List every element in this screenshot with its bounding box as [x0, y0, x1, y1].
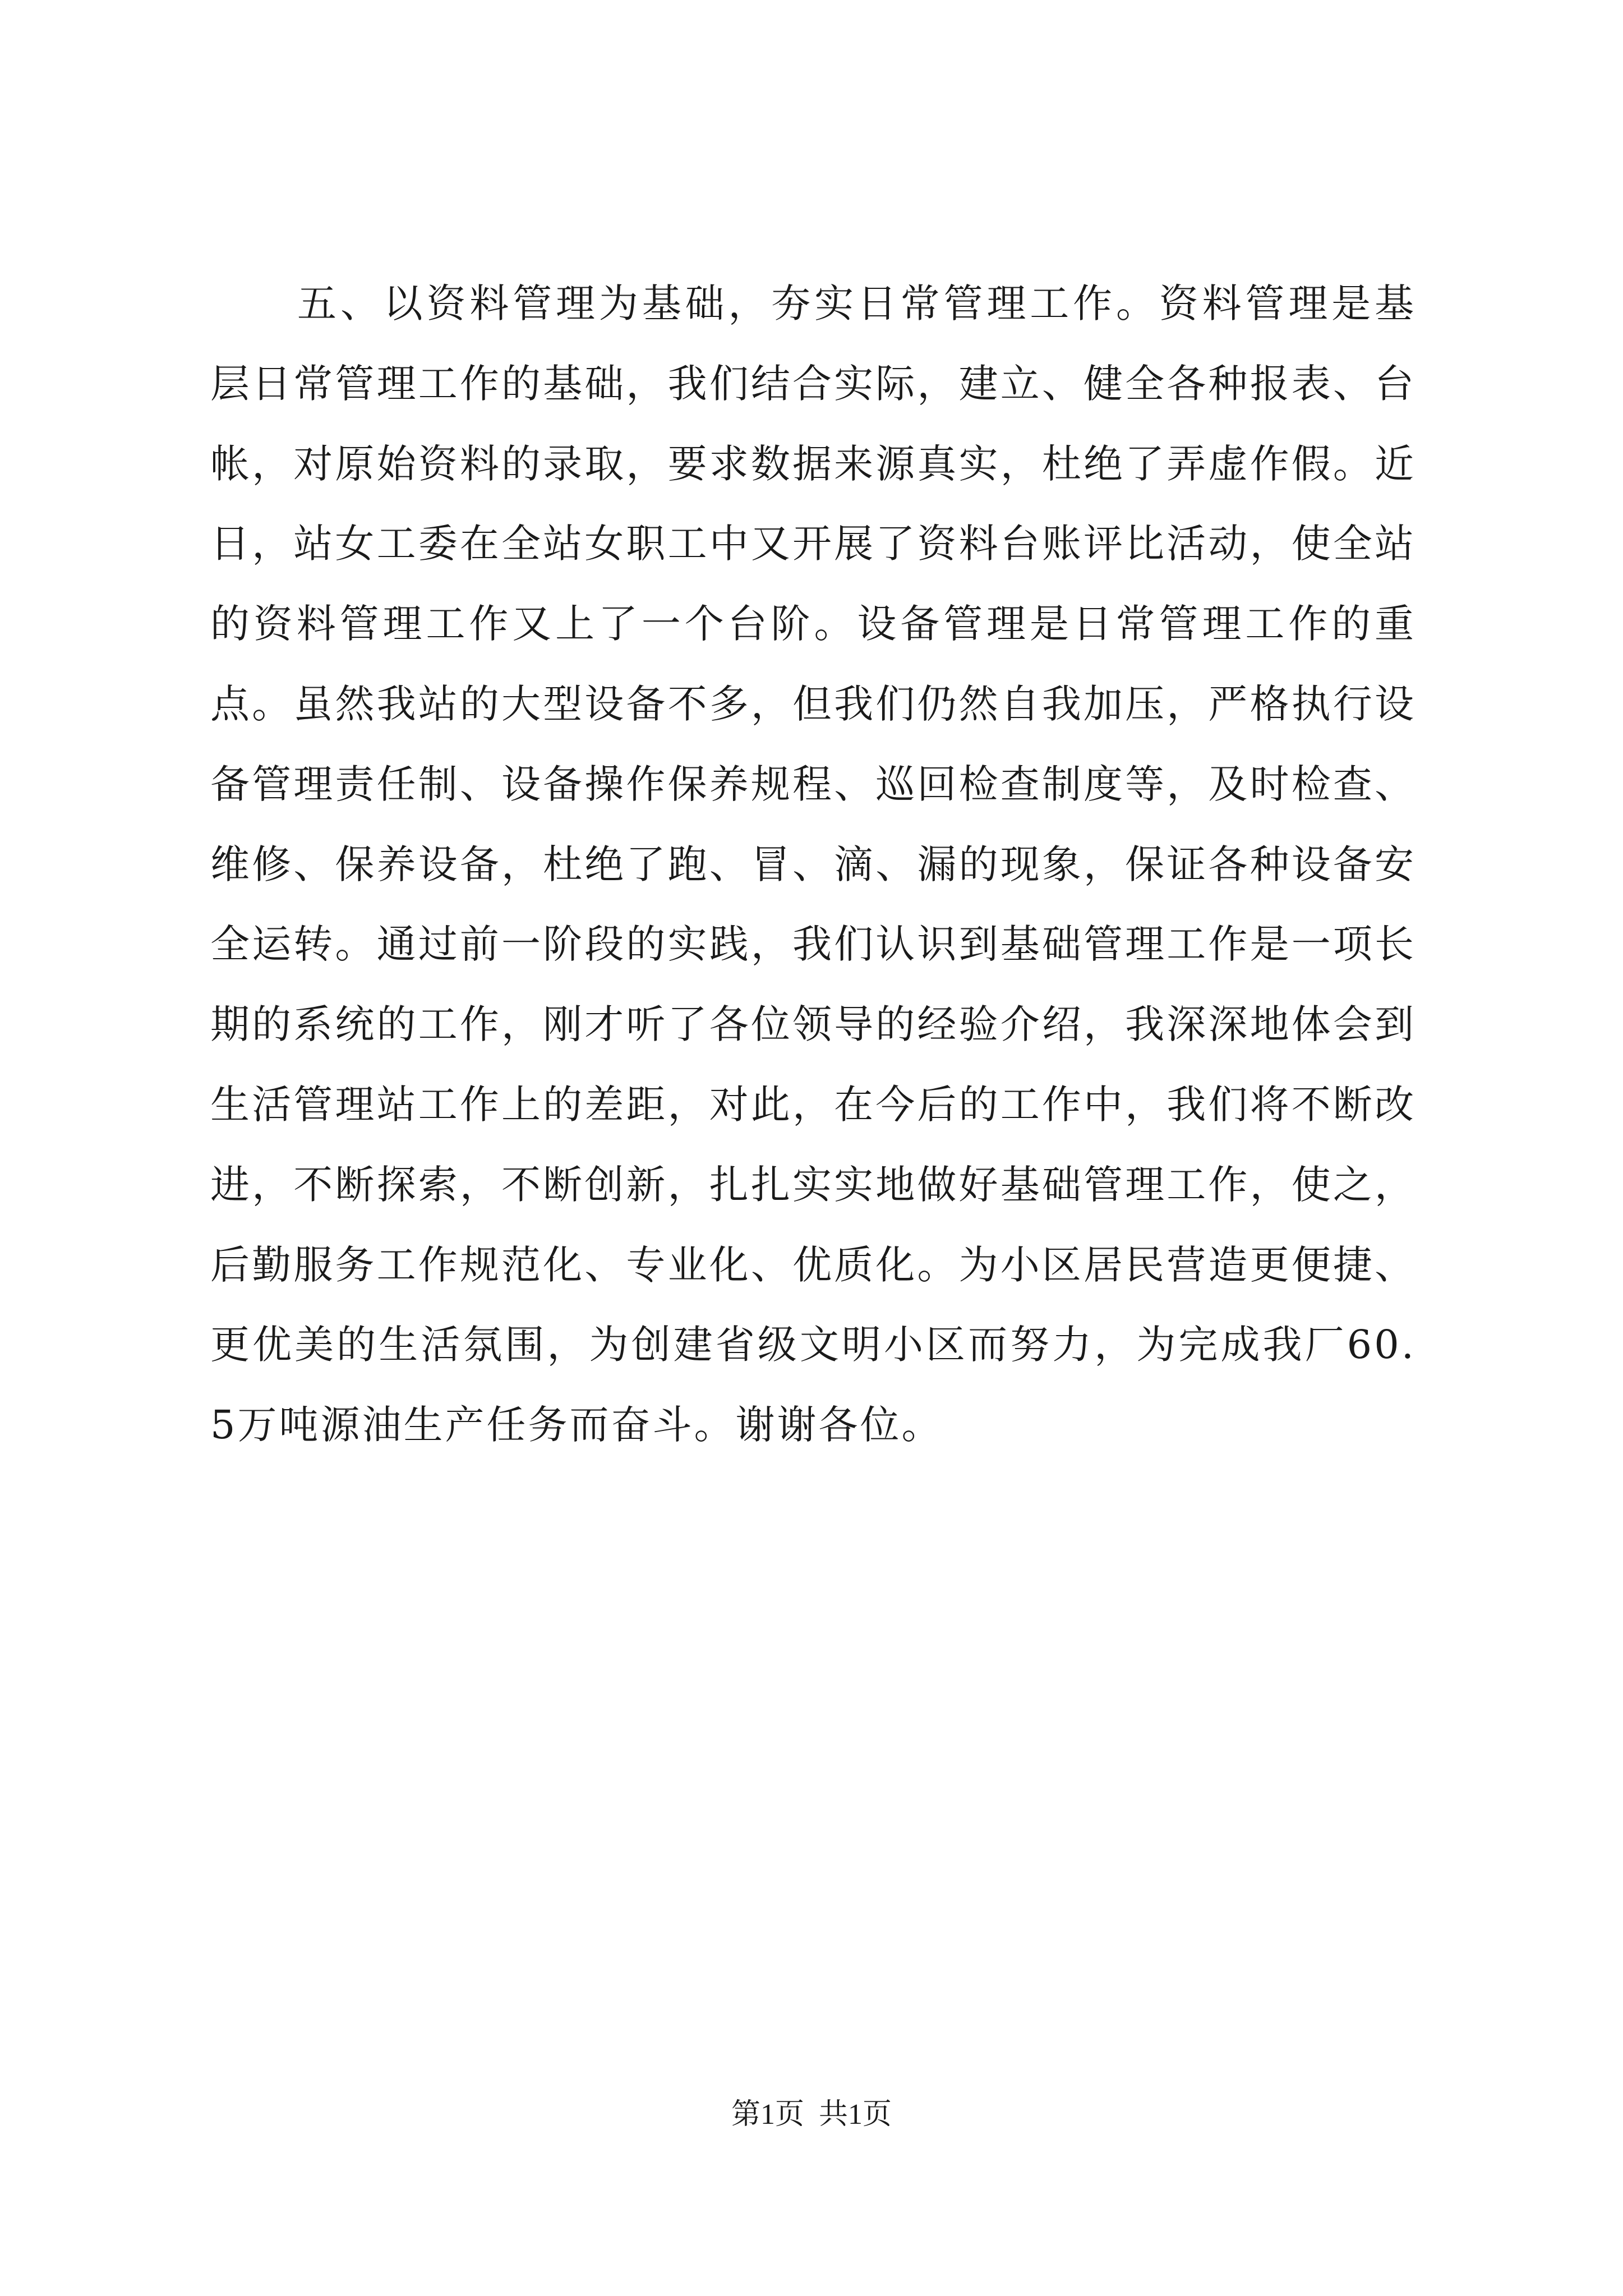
page-footer — [0, 2095, 1623, 2134]
body-paragraph: 五、以资料管理为基础，夯实日常管理工作。资料管理是基层日常管理工作的基础，我们结合实际，建立、健全各种报表、台帐，对原始资料的录取，要求数据来源真实，杜绝了弄虚作假。近日，站女工委在全站女职工中又开展了资料台账评比活动，使全站的资料管理工作又上了一个台阶。设备管理是日常管理工作的重点。虽然我站的大型设备不多，但我们仍然自我加压，严格执行设备管理责任制、设备操作保养规程、巡回检查制度等，及时检查、维修、保养设备，杜绝了跑、冒、滴、漏的现象，保证各种设备安全运转。通过前一阶段的实践，我们认识到基础管理工作是一项长期的系统的工作，刚才听了各位领导的经验介绍，我深深地体会到生活管理站工作上的差距，对此，在今后的工作中，我们将不断改进，不断探索，不断创新，扎扎实实地做好基础管理工作，使之，后勤服务工作规范化、专业化、优质化。为小区居民营造更便捷、更优美的生活氛围，为创建省级文明小区而努力，为完成我厂60.5万吨源油生产任务而奋斗。谢谢各位。 — [210, 280, 1416, 1448]
page-number-total: 共1页 — [819, 2099, 892, 2131]
page-number-current: 第1页 — [731, 2099, 804, 2131]
